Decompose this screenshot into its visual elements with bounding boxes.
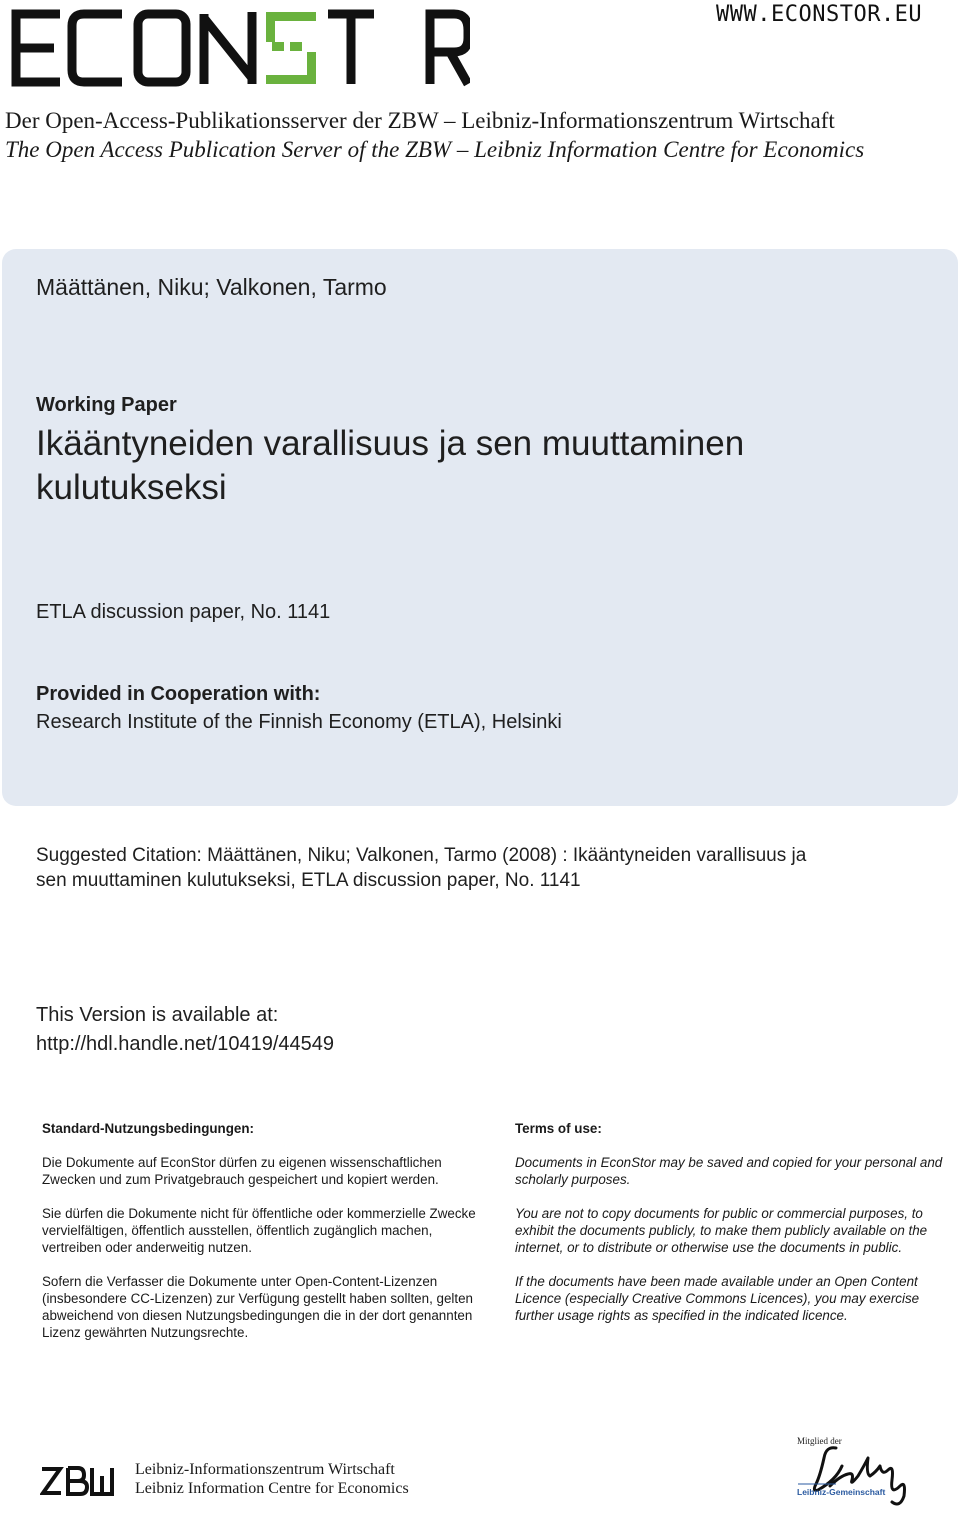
terms-paragraph: Sofern die Verfasser die Dokumente unter Open-Content-Lizenzen (insbesondere CC-Lizenzen) zur Verfügung gestellt haben sollten, gelten abweichend von diesen Nutzungsbedingungen die in der dort genannten Lizenz gewährten Nutzungsrechte. (42, 1274, 473, 1340)
terms-paragraph: If the documents have been made available under an Open Content Licence (especially Creative Commons Licences), you may exercise further usage rights as specified in the indicated licence. (515, 1274, 920, 1323)
terms-paragraph: Documents in EconStor may be saved and copied for your personal and scholarly purposes. (515, 1155, 943, 1187)
footer-name-english: Leibniz Information Centre for Economics (135, 1480, 409, 1497)
leibniz-association-label: Leibniz-Gemeinschaft (797, 1487, 886, 1497)
tagline-german: Der Open-Access-Publikationsserver der ZBW – Leibniz-Informationszentrum Wirtschaft (5, 108, 835, 133)
document-title-line: kulutukseksi (36, 468, 227, 507)
document-title-line: Ikääntyneiden varallisuus ja sen muuttaminen (36, 424, 745, 463)
citation-line: Suggested Citation: Määttänen, Niku; Valkonen, Tarmo (2008) : Ikääntyneiden varallisuus ja (36, 845, 807, 866)
terms-german-heading: Standard-Nutzungsbedingungen: (42, 1121, 254, 1136)
terms-german (42, 1120, 482, 1358)
document-title (36, 422, 896, 510)
availability-label: This Version is available at: (36, 1004, 279, 1026)
leibniz-member-label: Mitglied der (797, 1436, 842, 1446)
site-url[interactable]: WWW.ECONSTOR.EU (716, 2, 923, 27)
tagline-english: The Open Access Publication Server of the ZBW – Leibniz Information Centre for Economics (5, 137, 865, 162)
cooperation-institution: Research Institute of the Finnish Economy (ETLA), Helsinki (36, 711, 562, 733)
terms-paragraph: Sie dürfen die Dokumente nicht für öffentliche oder kommerzielle Zwecke vervielfältigen, öffentlich ausstellen, öffentlich zugänglich machen, vertreiben oder anderweitig nutzen. (42, 1206, 476, 1255)
zbw-logo (40, 1466, 114, 1496)
leibniz-logo (796, 1436, 912, 1512)
terms-english (515, 1120, 955, 1341)
cooperation-label: Provided in Cooperation with: (36, 683, 321, 705)
suggested-citation (36, 843, 916, 893)
authors: Määttänen, Niku; Valkonen, Tarmo (36, 274, 387, 300)
document-type: Working Paper (36, 394, 177, 416)
econstor-logo (10, 8, 470, 88)
series: ETLA discussion paper, No. 1141 (36, 601, 331, 623)
terms-paragraph: You are not to copy documents for public or commercial purposes, to exhibit the documents publicly, to make them publicly available on the internet, or to distribute or otherwise use the documents in public. (515, 1206, 928, 1255)
terms-paragraph: Die Dokumente auf EconStor dürfen zu eigenen wissenschaftlichen Zwecken und zum Privatgebrauch gespeichert und kopiert werden. (42, 1155, 442, 1187)
terms-english-heading: Terms of use: (515, 1121, 602, 1136)
footer-name-german: Leibniz-Informationszentrum Wirtschaft (135, 1461, 395, 1478)
citation-line: sen muuttaminen kulutukseksi, ETLA discussion paper, No. 1141 (36, 870, 581, 891)
handle-link[interactable]: http://hdl.handle.net/10419/44549 (36, 1033, 335, 1055)
